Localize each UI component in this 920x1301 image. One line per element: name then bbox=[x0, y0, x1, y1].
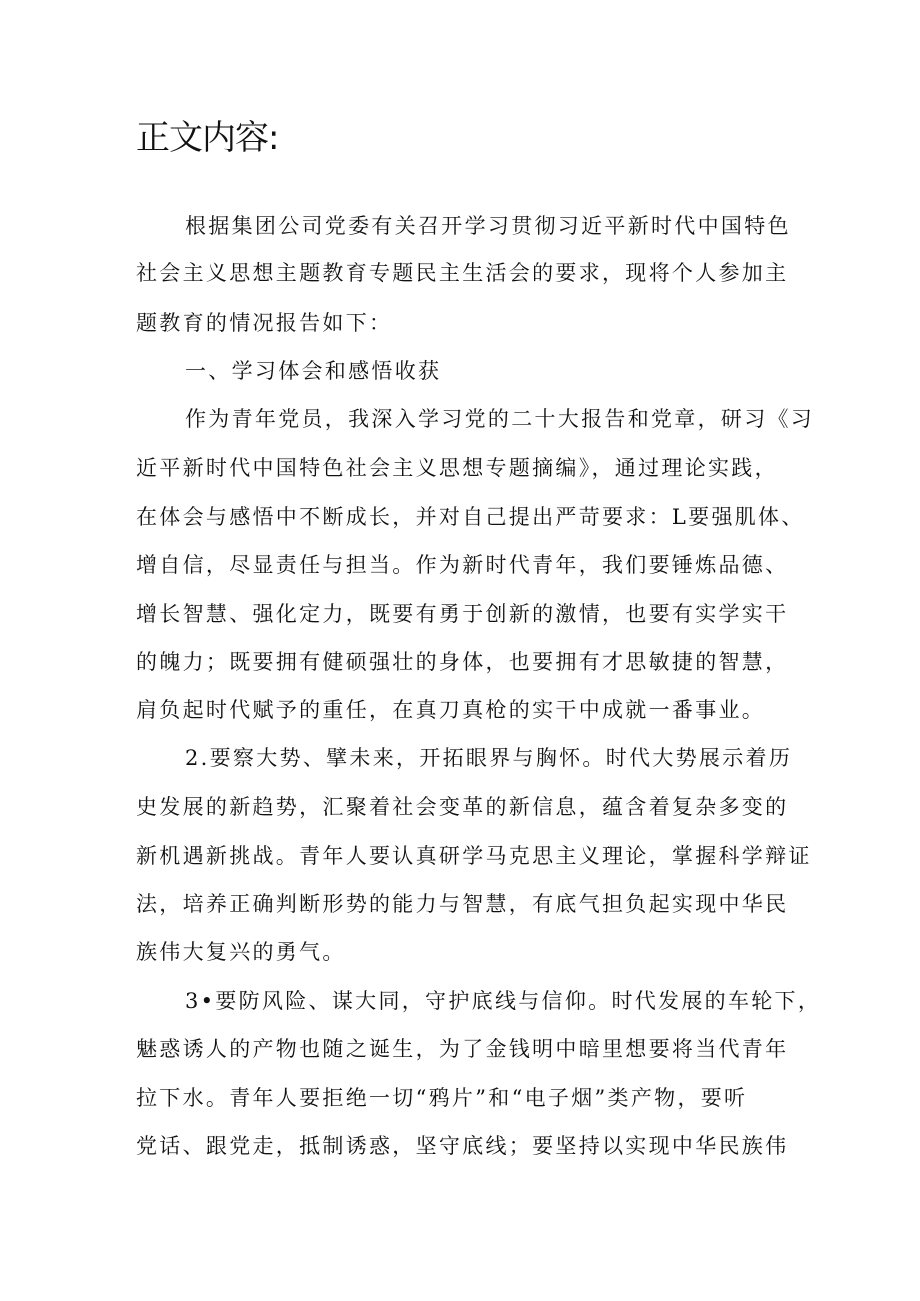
paragraph-line: 新机遇新挑战。青年人要认真研学马克思主义理论，掌握科学辩证 bbox=[136, 844, 812, 868]
paragraph-line: 党话、跟党走，抵制诱惑，坚守底线；要坚持以实现中华民族伟 bbox=[136, 1134, 789, 1158]
paragraph-line: 拉下水。青年人要拒绝一切“鸦片”和“电子烟”类产物，要听 bbox=[136, 1086, 748, 1110]
paragraph-line: 增长智慧、强化定力，既要有勇于创新的激情，也要有实学实干 bbox=[136, 602, 789, 626]
section-heading: 一、学习体会和感悟收获 bbox=[185, 359, 442, 383]
paragraph-line: 题教育的情况报告如下： bbox=[136, 311, 393, 335]
paragraph-line: 社会主义思想主题教育专题民主生活会的要求，现将个人参加主 bbox=[136, 261, 789, 285]
paragraph-line: 魅惑诱人的产物也随之诞生，为了金钱明中暗里想要将当代青年 bbox=[136, 1037, 789, 1061]
page-title: 正文内容: bbox=[136, 118, 279, 158]
paragraph-line: 增自信，尽显责任与担当。作为新时代青年，我们要锤炼品德、 bbox=[136, 553, 789, 577]
paragraph-line: 史发展的新趋势，汇聚着社会变革的新信息，蕴含着复杂多变的 bbox=[136, 795, 789, 819]
paragraph-line: 肩负起时代赋予的重任，在真刀真枪的实干中成就一番事业。 bbox=[136, 698, 766, 722]
paragraph-line: 的魄力；既要拥有健硕强壮的身体，也要拥有才思敏捷的智慧， bbox=[136, 650, 789, 674]
paragraph-line: 族伟大复兴的勇气。 bbox=[136, 940, 346, 964]
paragraph-line: 法，培养正确判断形势的能力与智慧，有底气担负起实现中华民 bbox=[136, 892, 789, 916]
paragraph-line: 3•要防风险、谋大同，守护底线与信仰。时代发展的车轮下， bbox=[185, 989, 822, 1013]
paragraph-line: 近平新时代中国特色社会主义思想专题摘编》，通过理论实践， bbox=[136, 456, 778, 480]
paragraph-line: 根据集团公司党委有关召开学习贯彻习近平新时代中国特色 bbox=[185, 214, 791, 238]
paragraph-line: 2.要察大势、擘未来，开拓眼界与胸怀。时代大势展示着历 bbox=[185, 746, 793, 770]
paragraph-line: 在体会与感悟中不断成长，并对自己提出严苛要求：L要强肌体、 bbox=[136, 505, 805, 529]
paragraph-line: 作为青年党员，我深入学习党的二十大报告和党章，研习《习 bbox=[185, 407, 815, 431]
